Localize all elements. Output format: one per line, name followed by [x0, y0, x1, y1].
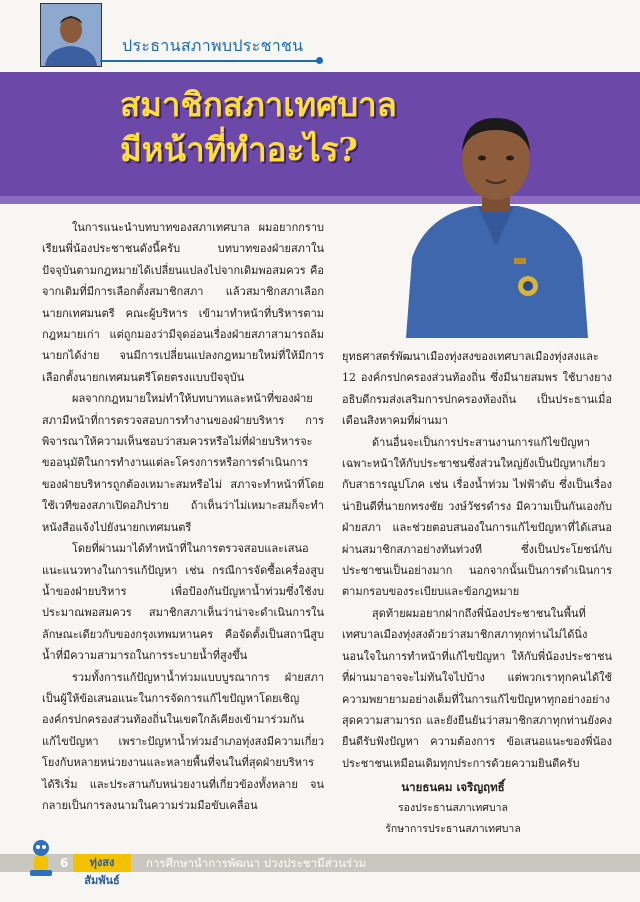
signature-position: รองประธานสภาเทศบาล — [398, 802, 508, 814]
paragraph: โดยที่ผ่านมาได้ทำหน้าที่ในการตรวจสอบและเสนอแนะแนวทางในการแก้ปัญหา เช่น กรณีการจัดซื้อเครื่องสูบน้ำของฝ่ายบริหาร เพื่อป้องกันปัญหาน้ำท่วมซึ่งใช้งบประมาณพอสมควร สมาชิกสภาเห็นว่าน่าจะดำเนินการในลักษณะเดียวกับของกรุงเทพมหานคร คือจัดตั้งเป็นสถานีสูบน้ำที่มีความสามารถในการระบายน้ำที่สูงขึ้น — [42, 542, 324, 663]
article-right-column — [342, 346, 612, 770]
article-left-column — [42, 217, 324, 849]
page-number: 6 — [60, 856, 69, 870]
headline — [120, 82, 397, 172]
paragraph: ยุทธศาสตร์พัฒนาเมืองทุ่งสงของเทศบาลเมืองทุ่งสงและ 12 องค์กรปกครองส่วนท้องถิ่น ซึ่งมีนายสมพร ใช้บางยาง อธิบดีกรมส่งเสริมการปกครองท้องถิ่น เป็นประธานเมื่อเดือนสิงหาคมที่ผ่านมา — [342, 350, 612, 428]
paragraph: ผลจากกฎหมายใหม่ทำให้บทบาทและหน้าที่ของฝ่ายสภามีหน้าที่การตรวจสอบการทำงานของฝ่ายบริหาร การพิจารณาให้ความเห็นชอบว่าสมควรหรือไม่ที่ฝ่ายบริหารจะขออนุมัติในการทำงานแต่ละโครงการหรือการดำเนินการของฝ่ายบริหารถูกต้องเหมาะสมหรือไม่ สภาจะทำหน้าที่โดยใช้เวทีของสภาเปิดอภิปราย ถ้าเห็นว่าไม่เหมาะสมก็จะทำหนังสือแจ้งไปยังนายกเทศมนตรี — [42, 392, 324, 534]
headline-line-2: มีหน้าที่ทำอะไร? — [120, 130, 358, 169]
column-title-rule — [100, 60, 318, 62]
signature-block — [342, 776, 564, 840]
headline-line-1: สมาชิกสภาเทศบาล — [120, 85, 397, 124]
signature-name: นายธนคม เจริญฤทธิ์ — [401, 780, 505, 794]
column-author-photo — [40, 3, 102, 67]
paragraph: ในการแนะนำบทบาทของสภาเทศบาล ผมอยากกราบเรียนพี่น้องประชาชนดังนี้ครับ บทบาทของฝ่ายสภาในปัจจุบันตามกฎหมายได้เปลี่ยนแปลงไปจากเดิมพอสมควร คือจากเดิมที่มีการเลือกตั้งสมาชิกสภา แล้วสมาชิกสภาเลือกนายกเทศมนตรี คณะผู้บริหาร เข้ามาทำหน้าที่บริหารตามกฎหมายเก่า แต่ถูกมองว่ามีจุดอ่อนเรื่องฝ่ายสภาสามารถล้มนายกได้ง่าย จนมีการเปลี่ยนแปลงกฎหมายใหม่ที่ให้มีการเลือกตั้งนายกเทศมนตรีโดยตรงแบบปัจจุบัน — [42, 221, 324, 384]
paragraph: สุดท้ายผมอยากฝากถึงพี่น้องประชาชนในพื้นที่เทศบาลเมืองทุ่งสงด้วยว่าสมาชิกสภาทุกท่านไม่ได้นิ่งนอนใจในการทำหน้าที่แก้ไขปัญหา ให้กับพี่น้องประชาชนที่ผ่านมาอาจจะไม่ทันใจไปบ้าง แต่พวกเราทุกคนได้ใช้ความพยายามอย่างเต็มที่ในการแก้ไขปัญหาทุกอย่างอย่างสุดความสามารถ และยังยืนยันว่าสมาชิกสภาทุกท่านยังคงยืนดีรับฟังปัญหา ความต้องการ ข้อเสนอแนะของพี่น้องประชาชนเหมือนเดิมทุกประการด้วยความยินดีครับ — [342, 606, 612, 770]
column-title: ประธานสภาพบประชาชน — [122, 36, 304, 55]
paragraph: ด้านอื่นจะเป็นการประสานงานการแก้ไขปัญหาเฉพาะหน้าให้กับประชาชนซึ่งส่วนใหญ่ยังเป็นปัญหาเกี่ยวกับสาธารณูปโภค เช่น เรื่องน้ำท่วม ไฟฟ้าดับ ซึ่งเป็นเรื่องน่ายินดีที่นายกทรงชัย วงษ์วัชรดำรง มีความเป็นกันเองกับฝ่ายสภา และช่วยตอบสนองในการแก้ไขปัญหาที่ได้เสนอผ่านสมาชิกสภาอย่างทันท่วงที ซึ่งเป็นประโยชน์กับประชาชนเป็นอย่างมาก นอกจากนั้นเป็นการดำเนินการตามกรอบของระเบียบและข้อกฎหมาย — [342, 435, 612, 599]
column-title-dot — [316, 57, 323, 64]
footer-tagline: การศึกษานำการพัฒนา ปวงประชามีส่วนร่วม — [146, 856, 367, 870]
author-portrait — [402, 108, 590, 338]
magazine-name: ทุ่งสงสัมพันธ์ — [73, 854, 131, 872]
paragraph: รวมทั้งการแก้ปัญหาน้ำท่วมแบบบูรณาการ ฝ่ายสภาเป็นผู้ให้ข้อเสนอแนะในการจัดการแก้ไขปัญหาโดยเชิญองค์กรปกครองส่วนท้องถิ่นในเขตใกล้เคียงเข้ามาร่วมกันแก้ไขปัญหา เพราะปัญหาน้ำท่วมอำเภอทุ่งสงมีความเกี่ยวโยงกับหลายหน่วยงานและหลายพื้นที่จนในที่สุดฝ่ายบริหารได้ริเริ่ม และประสานกับหน่วยงานที่เกี่ยวข้องทั้งหลาย จนกลายเป็นการลงนามในความร่วมมือขับเคลื่อน — [42, 670, 324, 812]
signature-position-acting: รักษาการประธานสภาเทศบาล — [385, 823, 521, 835]
mascot-icon — [28, 838, 54, 878]
